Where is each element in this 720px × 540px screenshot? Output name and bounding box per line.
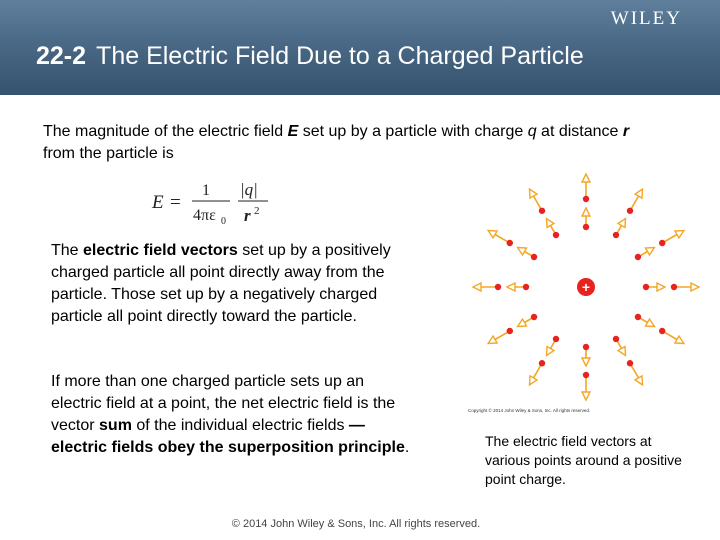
field-point xyxy=(627,360,633,366)
field-vector-arrowhead xyxy=(530,376,537,385)
slide-header xyxy=(0,0,720,95)
field-vector-arrowhead xyxy=(635,376,642,385)
field-vector-arrowhead xyxy=(691,283,699,291)
field-vector-arrowhead xyxy=(488,231,497,238)
intro-part: at distance xyxy=(536,123,623,140)
field-point xyxy=(643,284,649,290)
formula-numerator: 1 xyxy=(202,182,210,199)
paragraph-superposition xyxy=(51,371,416,459)
field-point xyxy=(539,208,545,214)
field-vector-arrowhead xyxy=(657,283,665,291)
para1-part: set up by a positively charged particle all point directly away from the particle. Those set up by a negatively charged particle all point directly toward the particle. xyxy=(51,242,391,325)
field-point xyxy=(507,240,513,246)
formula-equals: = xyxy=(170,192,181,213)
intro-part: set up by a particle with charge xyxy=(298,123,528,140)
field-vector-arrowhead xyxy=(582,392,590,400)
field-vector-arrowhead xyxy=(675,336,684,343)
para2-part: If more than one charged particle sets up an electric field at a point, the net electric field is the vector xyxy=(51,373,396,434)
field-vector-arrowhead xyxy=(635,189,642,198)
para2-part: of the individual electric fields xyxy=(131,417,349,434)
figure-copyright: Copyright © 2014 John Wiley & Sons, Inc. All rights reserved. xyxy=(468,408,591,413)
intro-text xyxy=(43,121,643,165)
para2-part: . xyxy=(404,439,410,456)
field-vector-arrowhead xyxy=(582,174,590,182)
electric-field-formula xyxy=(150,176,280,228)
formula-subscript: 0 xyxy=(221,216,226,227)
field-point xyxy=(659,328,665,334)
field-point xyxy=(613,336,619,342)
field-point xyxy=(583,224,589,230)
intro-part: The magnitude of the electric field xyxy=(43,123,288,140)
field-vector-arrowhead xyxy=(507,283,515,291)
intro-part: from the particle is xyxy=(43,145,174,162)
field-point xyxy=(635,254,641,260)
paragraph-field-vectors xyxy=(51,240,406,328)
para1-part: The xyxy=(51,242,84,259)
section-number: 22-2 xyxy=(36,42,87,70)
field-point xyxy=(583,196,589,202)
field-point xyxy=(539,360,545,366)
field-point xyxy=(507,328,513,334)
title-text: The Electric Field Due to a Charged Particle xyxy=(96,42,584,70)
field-vector-arrowhead xyxy=(618,346,625,355)
field-point xyxy=(553,336,559,342)
field-vector-arrowhead xyxy=(675,231,684,238)
formula-lhs: E xyxy=(152,192,164,213)
field-point xyxy=(671,284,677,290)
field-vector-arrowhead xyxy=(547,346,554,355)
slide-footer: © 2014 John Wiley & Sons, Inc. All rights reserved. xyxy=(231,518,481,530)
charge-sign: + xyxy=(581,279,591,295)
field-vector-arrowhead xyxy=(645,319,654,326)
wiley-logo: WILEY xyxy=(610,8,682,29)
field-point xyxy=(531,314,537,320)
para1-bold: electric field vectors xyxy=(83,242,238,259)
symbol-q: q xyxy=(527,123,537,140)
field-vector-arrowhead xyxy=(518,319,527,326)
field-point xyxy=(523,284,529,290)
field-point xyxy=(495,284,501,290)
figure-caption: The electric field vectors at various points around a positive point charge. xyxy=(485,433,682,487)
electric-field-diagram xyxy=(462,160,712,420)
symbol-r: r xyxy=(622,123,630,140)
field-vector-arrowhead xyxy=(645,248,654,255)
field-vector-arrowhead xyxy=(518,248,527,255)
formula-r: r xyxy=(244,206,251,225)
formula-exponent: 2 xyxy=(254,205,260,217)
formula-abs-q: |q| xyxy=(240,180,258,199)
field-vector-arrowhead xyxy=(582,208,590,216)
field-point xyxy=(531,254,537,260)
field-vector-arrowhead xyxy=(618,219,625,228)
field-point xyxy=(659,240,665,246)
field-vector-arrowhead xyxy=(473,283,481,291)
field-point xyxy=(627,208,633,214)
field-point xyxy=(635,314,641,320)
symbol-E: E xyxy=(287,123,299,140)
field-vector-arrowhead xyxy=(547,219,554,228)
para2-bold: sum xyxy=(99,417,132,434)
field-point xyxy=(613,232,619,238)
field-point xyxy=(553,232,559,238)
formula-denominator: 4πε xyxy=(193,207,216,224)
field-vector-arrowhead xyxy=(530,189,537,198)
para2-bold: —electric fields obey the superposition principle xyxy=(51,417,405,456)
field-vector-arrowhead xyxy=(488,336,497,343)
page-title xyxy=(36,42,584,71)
field-point xyxy=(583,344,589,350)
field-vector-arrowhead xyxy=(582,358,590,366)
field-point xyxy=(583,372,589,378)
